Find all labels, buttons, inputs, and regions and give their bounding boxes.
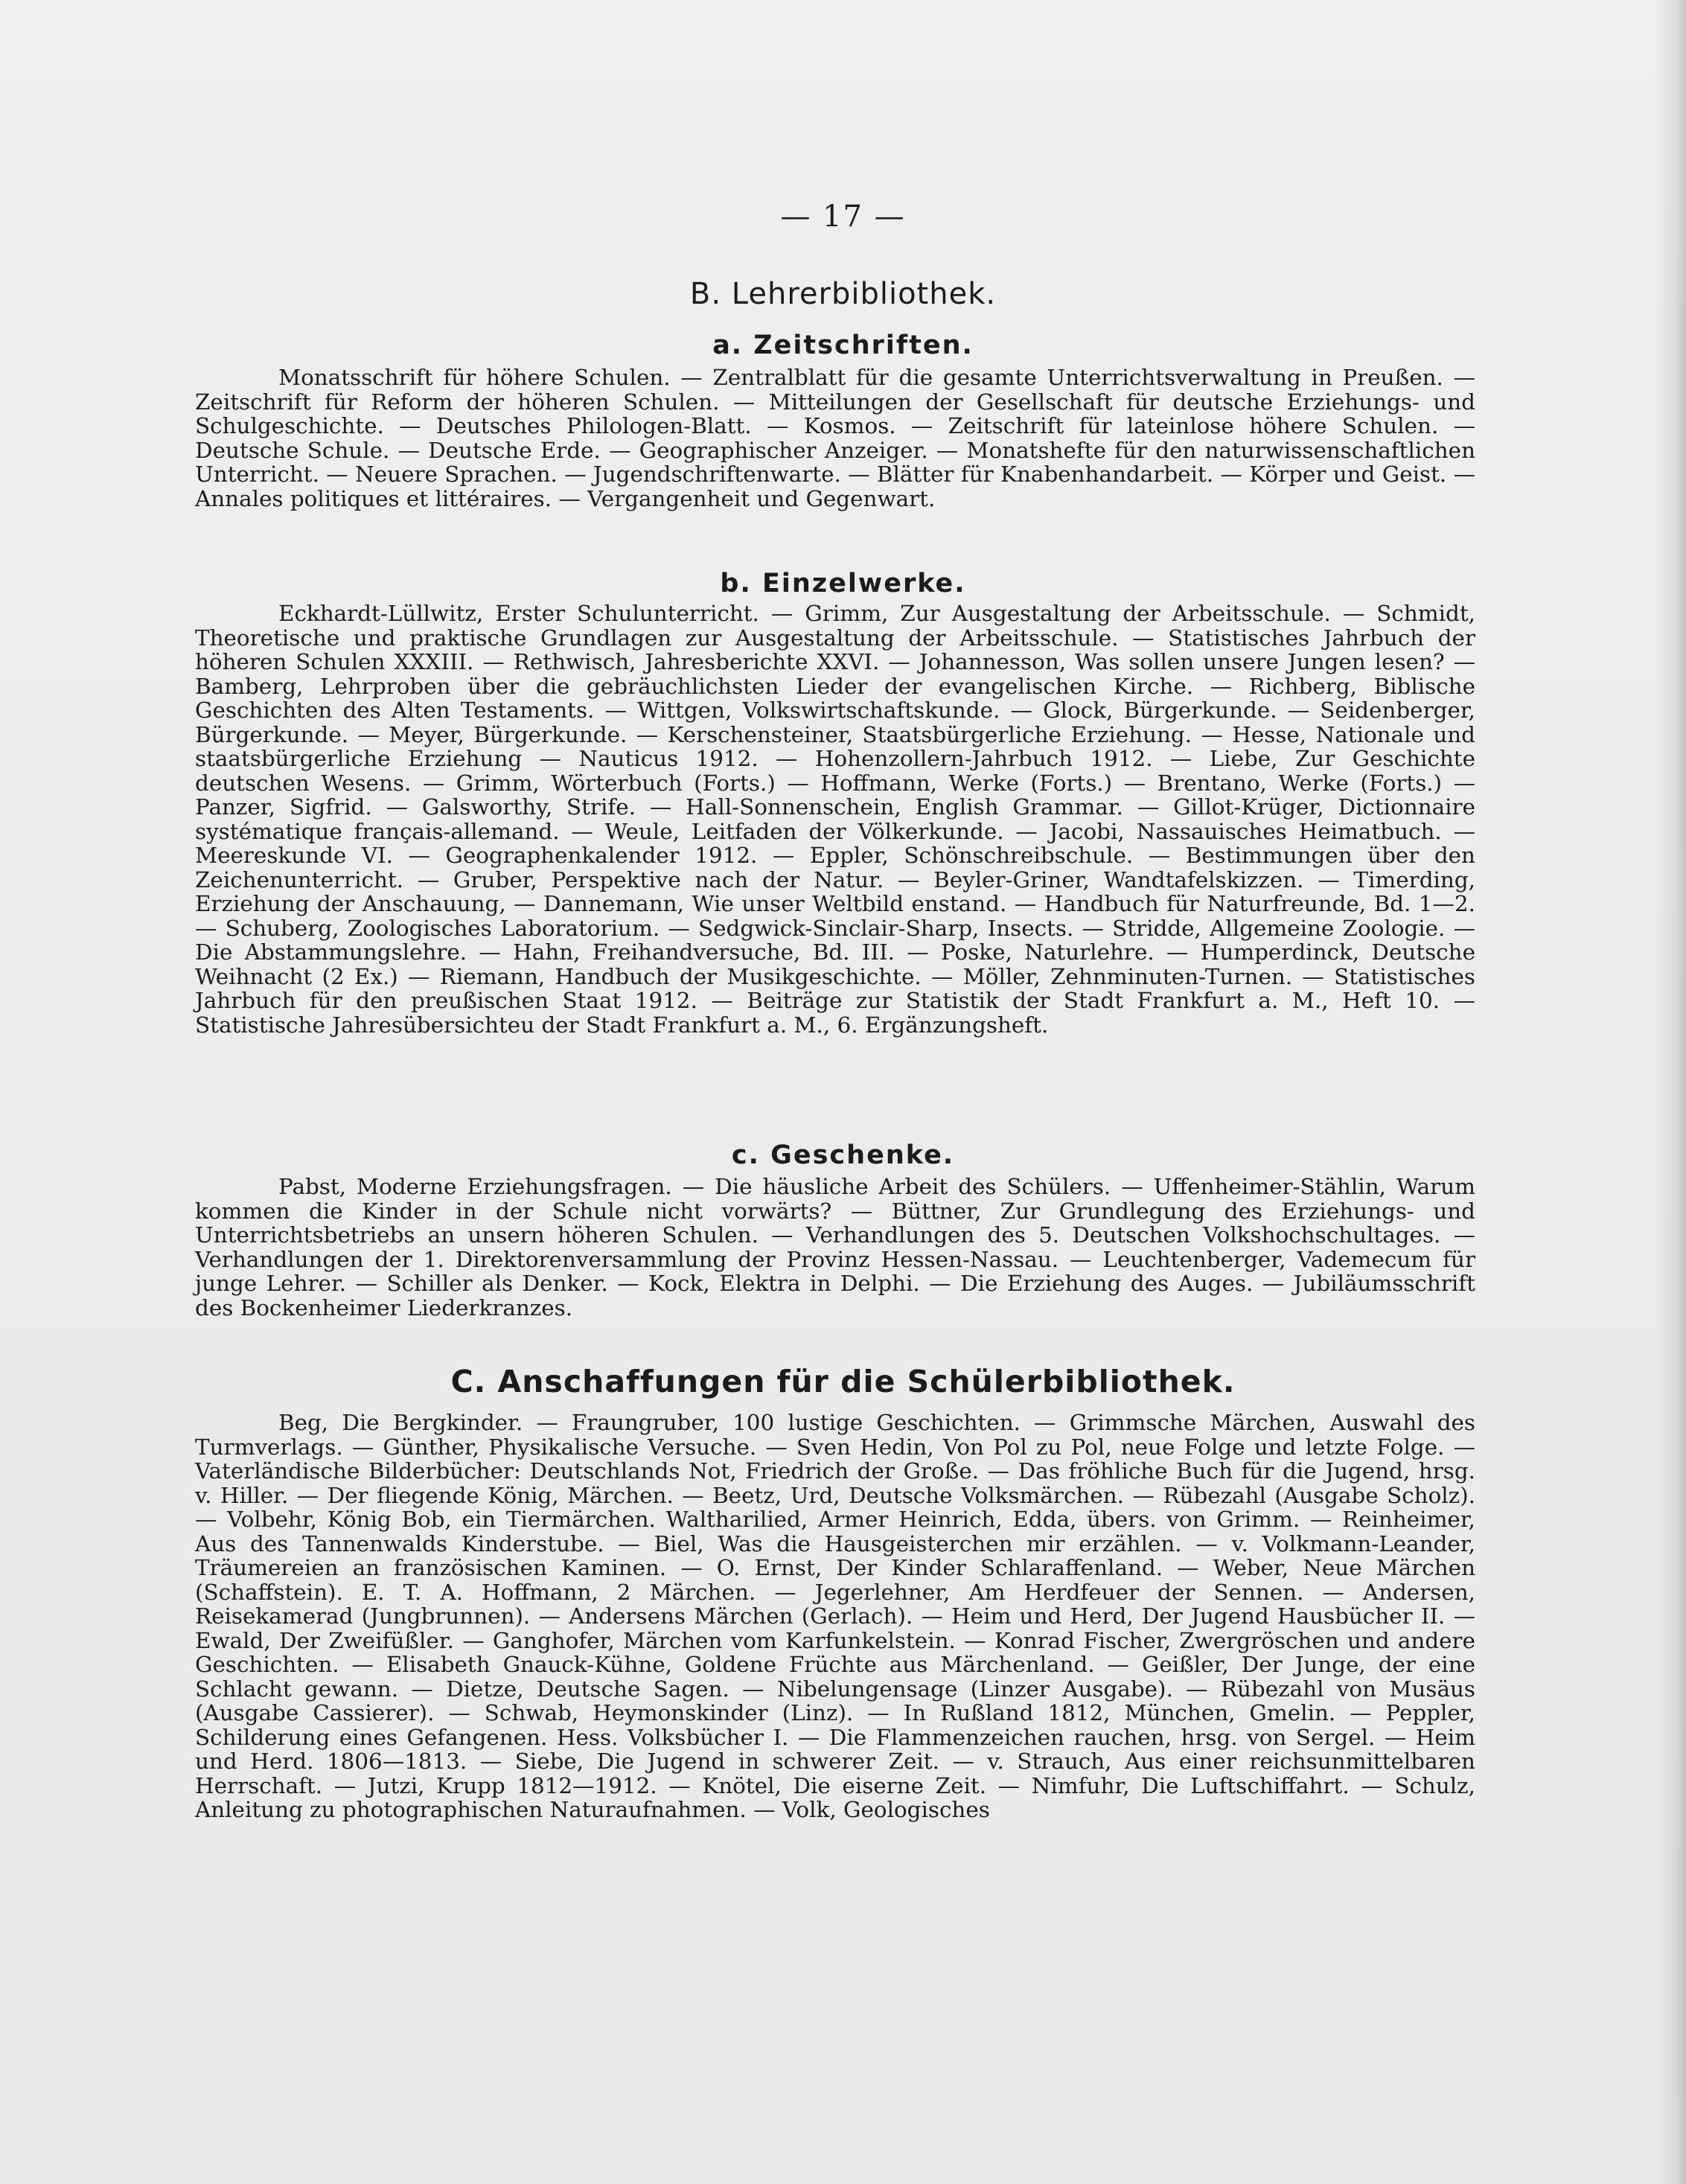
page-number: — 17 — — [780, 199, 906, 234]
paragraph-einzelwerke: Eckhardt-Lüllwitz, Erster Schulunterricht. — Grimm, Zur Ausgestaltung der Arbeitsschule. — Schmidt, Theoretische und praktische Grundlagen zur Ausgestaltung der Arbeitsschule. — Statistisches Jahrbuch der höheren Schulen XXXIII. — Rethwisch, Jahresberichte XXVI. — Johannesson, Was sollen unsere Jungen lesen? — Bamberg, Lehrproben über die gebräuchlichsten Lieder der evangelischen Kirche. — Richberg, Biblische Geschichten des Alten Testaments. — Wittgen, Volkswirtschaftskunde. — Glock, Bürgerkunde. — Seidenberger, Bürgerkunde. — Meyer, Bürgerkunde. — Kerschensteiner, Staatsbürgerliche Erziehung. — Hesse, Nationale und staatsbürgerliche Erziehung — Nauticus 1912. — Hohenzollern-Jahrbuch 1912. — Liebe, Zur Geschichte deutschen Wesens. — Grimm, Wörterbuch (Forts.) — Hoffmann, Werke (Forts.) — Brentano, Werke (Forts.) — Panzer, Sigfrid. — Galsworthy, Strife. — Hall-Sonnenschein, English Grammar. — Gillot-Krüger, Dictionnaire systématique français-allemand. — Weule, Leitfaden der Völkerkunde. — Jacobi, Nassauisches Heimatbuch. — Meereskunde VI. — Geographenkalender 1912. — Eppler, Schönschreibschule. — Bestimmungen über den Zeichenunterricht. — Gruber, Perspektive nach der Natur. — Beyler-Griner, Wandtafelskizzen. — Timerding, Erziehung der Anschauung, — Dannemann, Wie unser Weltbild enstand. — Handbuch für Naturfreunde, Bd. 1—2. — Schuberg, Zoologisches Laboratorium. — Sedgwick-Sinclair-Sharp, Insects. — Stridde, Allgemeine Zoologie. — Die Abstammungslehre. — Hahn, Freihandversuche, Bd. III. — Poske, Naturlehre. — Humperdinck, Deutsche Weihnacht (2 Ex.) — Riemann, Handbuch der Musikgeschichte. — Möller, Zehnminuten-Turnen. — Statistisches Jahrbuch für den preußischen Staat 1912. — Beiträge zur Statistik der Stadt Frankfurt a. M., Heft 10. — Statistische Jahresübersichteu der Stadt Frankfurt a. M., 6. Ergänzungsheft. — [195, 601, 1475, 1038]
section-heading-schuelerbibliothek: C. Anschaffungen für die Schülerbibliothek. — [450, 1364, 1236, 1399]
paragraph-zeitschriften: Monatsschrift für höhere Schulen. — Zentralblatt für die gesamte Unterrichtsverwaltung in Preußen. — Zeitschrift für Reform der höheren Schulen. — Mitteilungen der Gesellschaft für deutsche Erziehungs- und Schulgeschichte. — Deutsches Philologen-Blatt. — Kosmos. — Zeitschrift für lateinlose höhere Schulen. — Deutsche Schule. — Deutsche Erde. — Geographischer Anzeiger. — Monatshefte für den naturwissenschaftlichen Unterricht. — Neuere Sprachen. — Jugendschriftenwarte. — Blätter für Knabenhandarbeit. — Körper und Geist. — Annales politiques et littéraires. — Vergangenheit und Gegenwart. — [195, 365, 1475, 511]
subheading-einzelwerke: b. Einzelwerke. — [720, 569, 966, 598]
subheading-geschenke: c. Geschenke. — [731, 1140, 955, 1170]
paragraph-geschenke: Pabst, Moderne Erziehungsfragen. — Die häusliche Arbeit des Schülers. — Uffenheimer-Stählin, Warum kommen die Kinder in der Schule nicht vorwärts? — Büttner, Zur Grundlegung des Erziehungs- und Unterrichtsbetriebs an unsern höheren Schulen. — Verhandlungen des 5. Deutschen Volkshochschultages. — Verhandlungen der 1. Direktorenversammlung der Provinz Hessen-Nassau. — Leuchtenberger, Vademecum für junge Lehrer. — Schiller als Denker. — Kock, Elektra in Delphi. — Die Erziehung des Auges. — Jubiläumsschrift des Bockenheimer Liederkranzes. — [195, 1174, 1475, 1321]
page-edge-shadow — [1655, 0, 1686, 2184]
section-heading-lehrerbibliothek: B. Lehrerbibliothek. — [689, 277, 997, 311]
subheading-zeitschriften: a. Zeitschriften. — [712, 331, 974, 360]
paragraph-schuelerbibliothek: Beg, Die Bergkinder. — Fraungruber, 100 lustige Geschichten. — Grimmsche Märchen, Auswahl des Turmverlags. — Günther, Physikalische Versuche. — Sven Hedin, Von Pol zu Pol, neue Folge und letzte Folge. — Vaterländische Bilderbücher: Deutschlands Not, Friedrich der Große. — Das fröhliche Buch für die Jugend, hrsg. v. Hiller. — Der fliegende König, Märchen. — Beetz, Urd, Deutsche Volksmärchen. — Rübezahl (Ausgabe Scholz). — Volbehr, König Bob, ein Tiermärchen. Waltharilied, Armer Heinrich, Edda, übers. von Grimm. — Reinheimer, Aus des Tannenwalds Kinderstube. — Biel, Was die Hausgeisterchen mir erzählen. — v. Volkmann-Leander, Träumereien an französischen Kaminen. — O. Ernst, Der Kinder Schlaraffenland. — Weber, Neue Märchen (Schaffstein). E. T. A. Hoffmann, 2 Märchen. — Jegerlehner, Am Herdfeuer der Sennen. — Andersen, Reisekamerad (Jungbrunnen). — Andersens Märchen (Gerlach). — Heim und Herd, Der Jugend Hausbücher II. — Ewald, Der Zweifüßler. — Ganghofer, Märchen vom Karfunkelstein. — Konrad Fischer, Zwergröschen und andere Geschichten. — Elisabeth Gnauck-Kühne, Goldene Früchte aus Märchenland. — Geißler, Der Junge, der eine Schlacht gewann. — Dietze, Deutsche Sagen. — Nibelungensage (Linzer Ausgabe). — Rübezahl von Musäus (Ausgabe Cassierer). — Schwab, Heymonskinder (Linz). — In Rußland 1812, München, Gmelin. — Peppler, Schilderung eines Gefangenen. Hess. Volksbücher I. — Die Flammenzeichen rauchen, hrsg. von Sergel. — Heim und Herd. 1806—1813. — Siebe, Die Jugend in schwerer Zeit. — v. Strauch, Aus einer reichsunmittelbaren Herrschaft. — Jutzi, Krupp 1812—1912. — Knötel, Die eiserne Zeit. — Nimfuhr, Die Luftschiffahrt. — Schulz, Anleitung zu photographischen Naturaufnahmen. — Volk, Geologisches — [195, 1410, 1475, 1822]
